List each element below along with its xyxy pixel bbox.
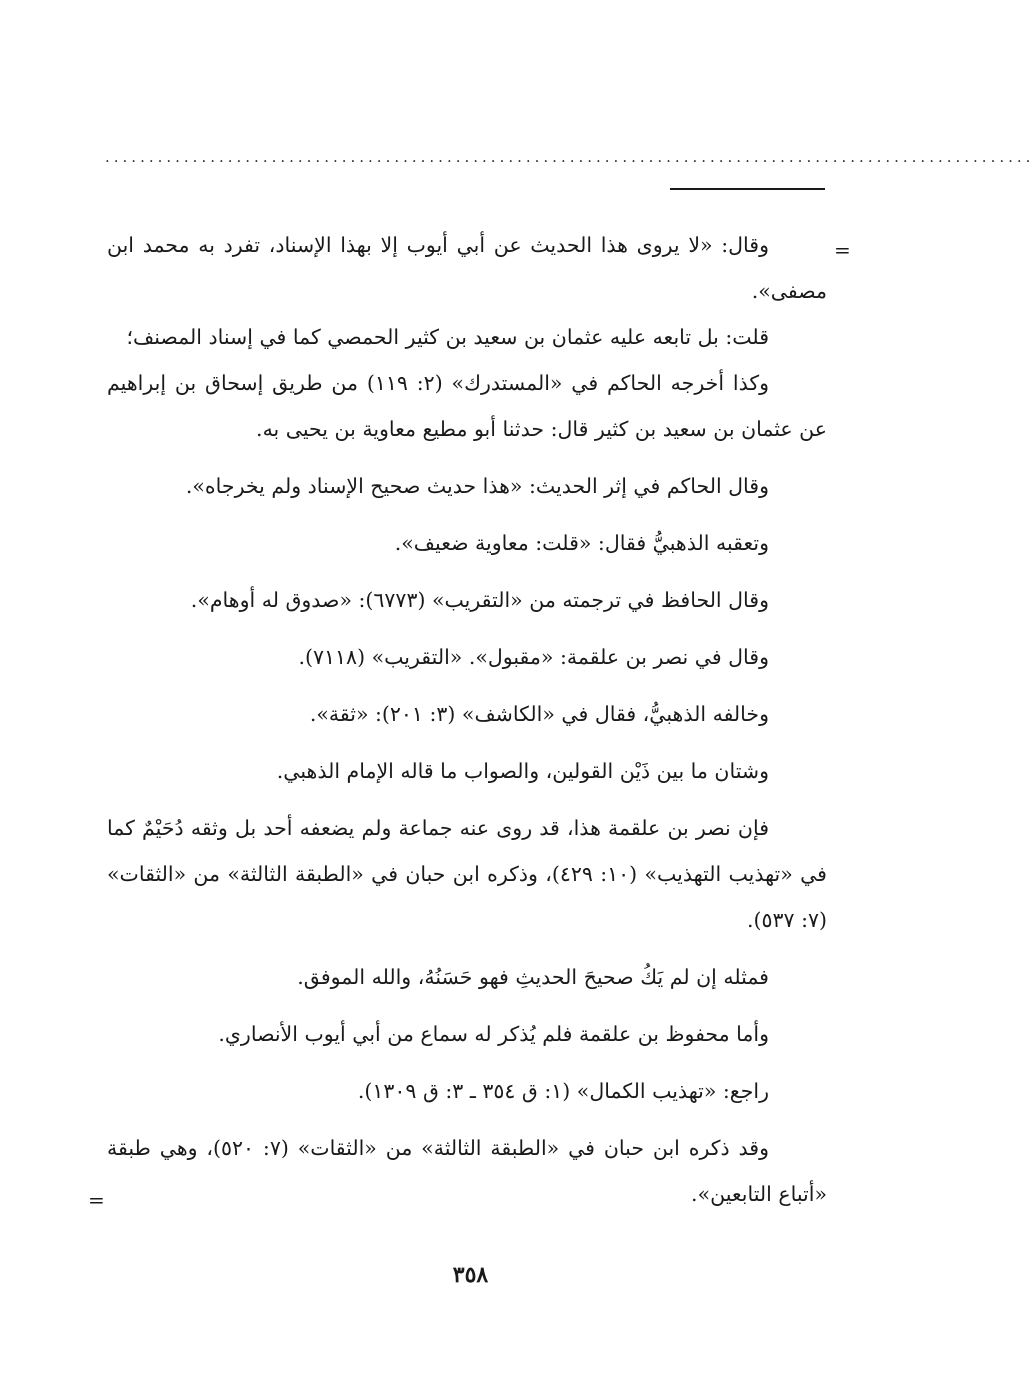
paragraph-1: وقال: «لا يروى هذا الحديث عن أبي أيوب إلا بهذا الإسناد، تفرد به محمد ابن مصفى».	[107, 233, 827, 303]
paragraph-11: فمثله إن لم يَكُ صحيحَ الحديثِ فهو حَسَنُهُ، والله الموفق.	[297, 965, 769, 989]
continuation-mark-bottom: =	[88, 1188, 105, 1212]
footnote-body	[107, 222, 827, 1228]
footnote-rule	[670, 188, 825, 190]
paragraph-14: وقد ذكره ابن حبان في «الطبقة الثالثة» من «الثقات» (٧: ٥٢٠)، وهي طبقة «أتباع التابعين».	[107, 1136, 827, 1206]
footnote-separator-dots: ..........................................................................................................	[105, 148, 1034, 166]
paragraph-8: وخالفه الذهبيُّ، فقال في «الكاشف» (٣: ٢٠١): «ثقة».	[309, 702, 769, 726]
paragraph-13: راجع: «تهذيب الكمال» (١: ق ٣٥٤ ـ ٣: ق ١٣٠٩).	[357, 1079, 769, 1103]
paragraph-9: وشتان ما بين ذَيْن القولين، والصواب ما قاله الإمام الذهبي.	[276, 759, 769, 783]
paragraph-12: وأما محفوظ بن علقمة فلم يُذكر له سماع من أبي أيوب الأنصاري.	[218, 1022, 769, 1046]
paragraph-5: وتعقبه الذهبيُّ فقال: «قلت: معاوية ضعيف».	[394, 531, 769, 555]
continuation-mark-top: =	[834, 238, 851, 262]
paragraph-3: وكذا أخرجه الحاكم في «المستدرك» (٢: ١١٩) من طريق إسحاق بن إبراهيم عن عثمان بن سعيد بن كثير قال: حدثنا أبو مطيع معاوية بن يحيى به.	[107, 371, 827, 441]
paragraph-10: فإن نصر بن علقمة هذا، قد روى عنه جماعة ولم يضعفه أحد بل وثقه دُحَيْمٌ كما في «تهذيب التهذيب» (١٠: ٤٢٩)، وذكره ابن حبان في «الطبقة الثالثة» من «الثقات» (٧: ٥٣٧).	[107, 816, 827, 932]
paragraph-2: قلت: بل تابعه عليه عثمان بن سعيد بن كثير الحمصي كما في إسناد المصنف؛	[126, 325, 769, 349]
paragraph-6: وقال الحافظ في ترجمته من «التقريب» (٦٧٧٣): «صدوق له أوهام».	[190, 588, 769, 612]
paragraph-7: وقال في نصر بن علقمة: «مقبول». «التقريب» (٧١١٨).	[298, 645, 769, 669]
page-number: ٣٥٨	[452, 1262, 489, 1288]
paragraph-4: وقال الحاكم في إثر الحديث: «هذا حديث صحيح الإسناد ولم يخرجاه».	[185, 474, 769, 498]
